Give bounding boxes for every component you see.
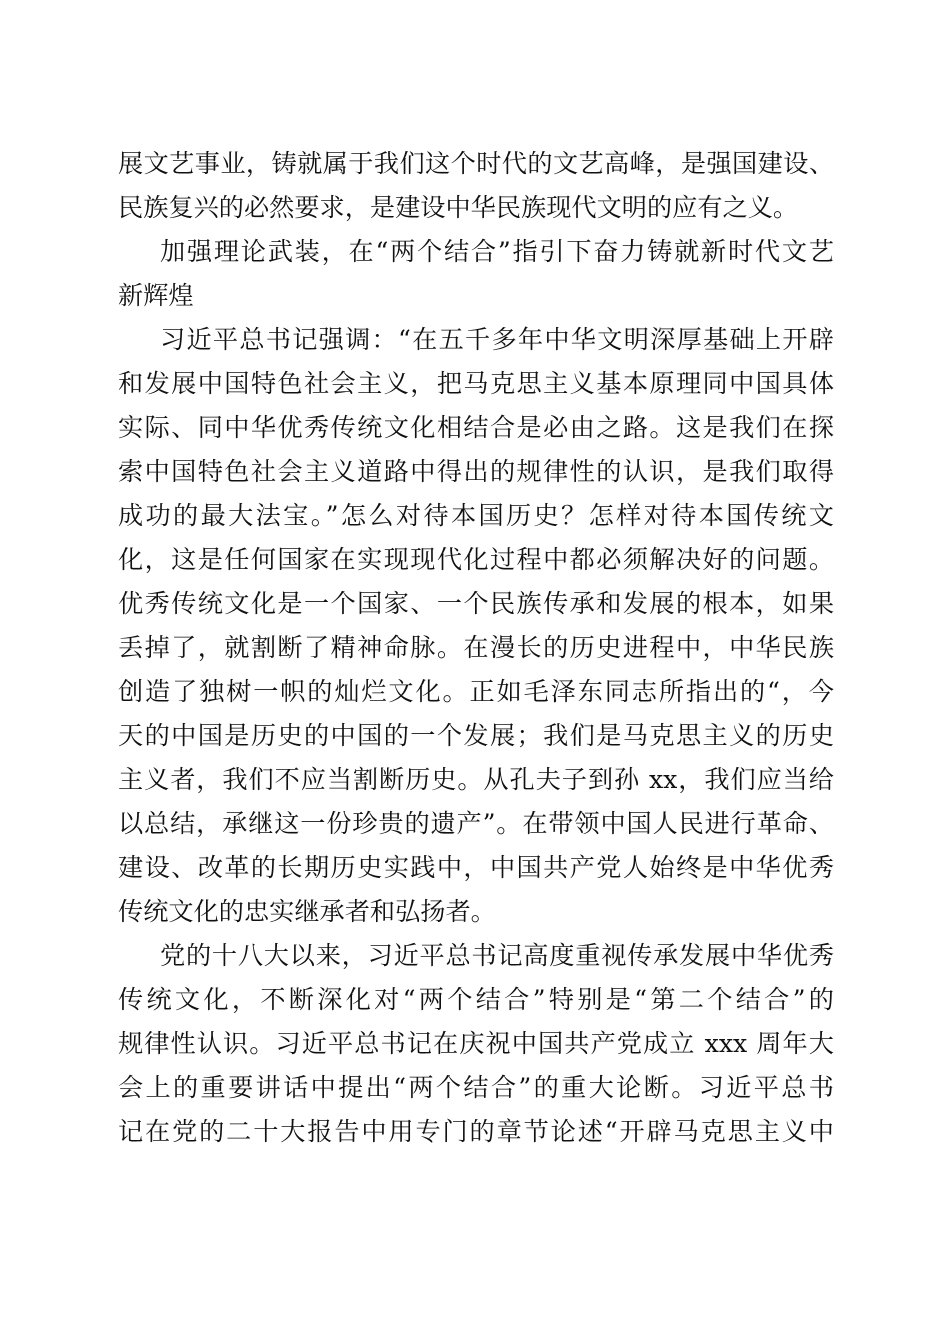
text-line: 天的中国是历史的中国的一个发展；我们是马克思主义的历史 bbox=[118, 721, 834, 750]
text-line: 传统文化的忠实继承者和弘扬者。 bbox=[118, 897, 496, 926]
text-line: 党的十八大以来，习近平总书记高度重视传承发展中华优秀 bbox=[160, 941, 834, 970]
text-line: 索中国特色社会主义道路中得出的规律性的认识，是我们取得 bbox=[118, 457, 834, 486]
section-heading-line: 加强理论武装，在“两个结合”指引下奋力铸就新时代文艺 bbox=[160, 237, 834, 266]
text-line: 习近平总书记强调：“在五千多年中华文明深厚基础上开辟 bbox=[160, 325, 834, 354]
text-line: 会上的重要讲话中提出“两个结合”的重大论断。习近平总书 bbox=[118, 1073, 834, 1102]
text-line: 和发展中国特色社会主义，把马克思主义基本原理同中国具体 bbox=[118, 369, 834, 398]
text-line: 化，这是任何国家在实现现代化过程中都必须解决好的问题。 bbox=[118, 545, 834, 574]
text-line: 优秀传统文化是一个国家、一个民族传承和发展的根本，如果 bbox=[118, 589, 834, 618]
text-line: 创造了独树一帜的灿烂文化。正如毛泽东同志所指出的“，今 bbox=[118, 677, 834, 706]
text-line: 传统文化，不断深化对“两个结合”特别是“第二个结合”的 bbox=[118, 985, 834, 1014]
text-line: 规律性认识。习近平总书记在庆祝中国共产党成立 xxx 周年大 bbox=[118, 1029, 834, 1058]
text-line: 记在党的二十大报告中用专门的章节论述“开辟马克思主义中 bbox=[118, 1117, 834, 1146]
text-line: 民族复兴的必然要求，是建设中华民族现代文明的应有之义。 bbox=[118, 193, 799, 222]
text-line: 主义者，我们不应当割断历史。从孔夫子到孙 xx，我们应当给 bbox=[118, 765, 834, 794]
text-line: 丢掉了，就割断了精神命脉。在漫长的历史进程中，中华民族 bbox=[118, 633, 834, 662]
text-line: 展文艺事业，铸就属于我们这个时代的文艺高峰，是强国建设、 bbox=[118, 149, 834, 178]
text-line: 以总结，承继这一份珍贵的遗产”。在带领中国人民进行革命、 bbox=[118, 809, 834, 838]
section-heading-line: 新辉煌 bbox=[118, 281, 194, 310]
text-line: 成功的最大法宝。”怎么对待本国历史？怎样对待本国传统文 bbox=[118, 501, 834, 530]
text-line: 建设、改革的长期历史实践中，中国共产党人始终是中华优秀 bbox=[118, 853, 834, 882]
text-line: 实际、同中华优秀传统文化相结合是必由之路。这是我们在探 bbox=[118, 413, 834, 442]
